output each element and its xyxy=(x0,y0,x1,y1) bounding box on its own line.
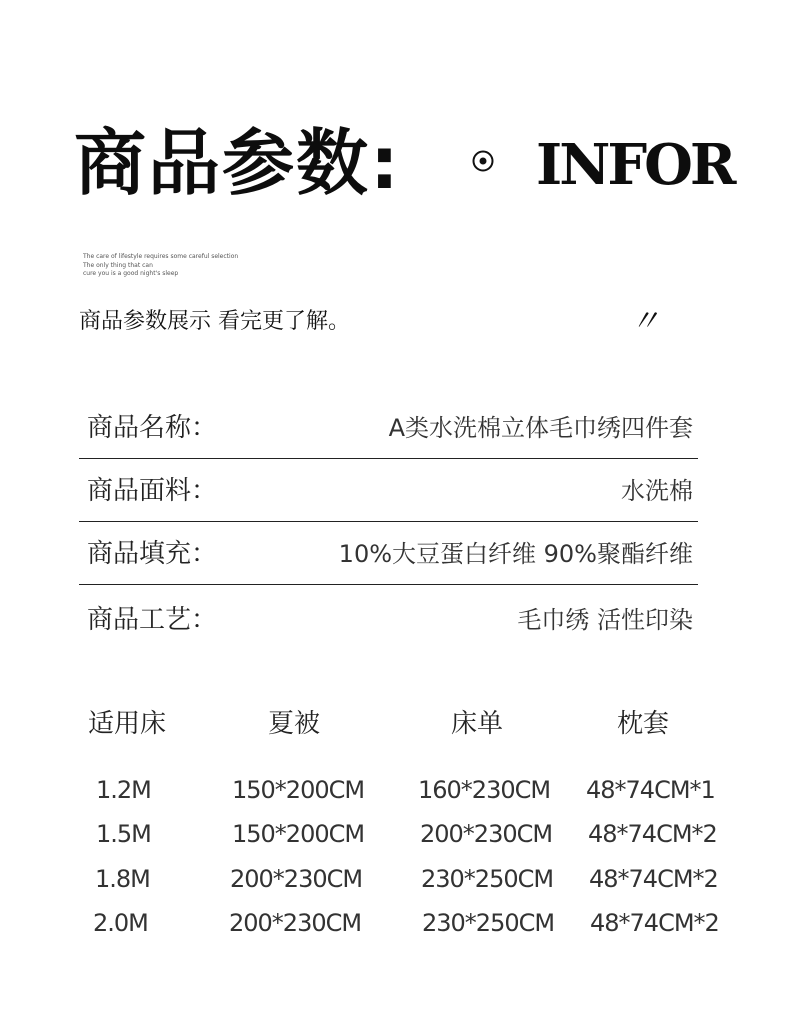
spec-value: A类水洗棉立体毛巾绣四件套 xyxy=(388,414,693,442)
spec-row-name xyxy=(79,396,698,459)
quote-mark: 〃 xyxy=(630,304,660,339)
section-subtitle: 商品参数展示 看完更了解。 xyxy=(79,309,350,334)
table-header-quilt: 夏被 xyxy=(268,709,321,739)
table-cell: 1.2M xyxy=(96,776,151,804)
tagline xyxy=(83,253,238,279)
table-header-bed: 适用床 xyxy=(88,709,167,739)
table-cell: 230*250CM xyxy=(422,909,555,937)
table-header-sheet: 床单 xyxy=(451,709,504,739)
page-title: 商品参数: xyxy=(74,121,401,205)
spec-label: 商品填充： xyxy=(87,539,218,569)
table-cell: 2.0M xyxy=(93,909,148,937)
tagline-line: cure you is a good night's sleep xyxy=(83,270,179,277)
table-header-pillowcase: 枕套 xyxy=(617,709,670,739)
spec-value: 毛巾绣 活性印染 xyxy=(517,606,693,634)
brand-logo-text: INFOR xyxy=(536,132,734,198)
table-cell: 150*200CM xyxy=(232,776,365,804)
table-cell: 48*74CM*2 xyxy=(588,820,717,848)
table-cell: 1.8M xyxy=(95,865,150,893)
table-cell: 160*230CM xyxy=(418,776,551,804)
target-circle-icon xyxy=(472,150,494,172)
spec-label: 商品名称： xyxy=(87,413,218,443)
table-cell: 230*250CM xyxy=(421,865,554,893)
spec-row-filling xyxy=(79,522,698,585)
table-cell: 48*74CM*1 xyxy=(586,776,715,804)
spec-row-fabric xyxy=(79,459,698,522)
tagline-line: The only thing that can xyxy=(83,261,153,269)
tagline-line: The care of lifestyle requires some careful selection xyxy=(83,253,239,260)
table-cell: 48*74CM*2 xyxy=(589,865,718,893)
spec-row-craft xyxy=(79,588,698,650)
spec-label: 商品面料： xyxy=(87,476,218,506)
table-cell: 48*74CM*2 xyxy=(590,909,719,937)
spec-value: 10%大豆蛋白纤维 90%聚酯纤维 xyxy=(338,540,693,568)
spec-label: 商品工艺： xyxy=(87,605,218,635)
table-cell: 200*230CM xyxy=(229,909,362,937)
table-cell: 1.5M xyxy=(96,820,151,848)
table-cell: 200*230CM xyxy=(230,865,363,893)
table-cell: 150*200CM xyxy=(232,820,365,848)
spec-value: 水洗棉 xyxy=(621,477,693,505)
table-cell: 200*230CM xyxy=(420,820,553,848)
